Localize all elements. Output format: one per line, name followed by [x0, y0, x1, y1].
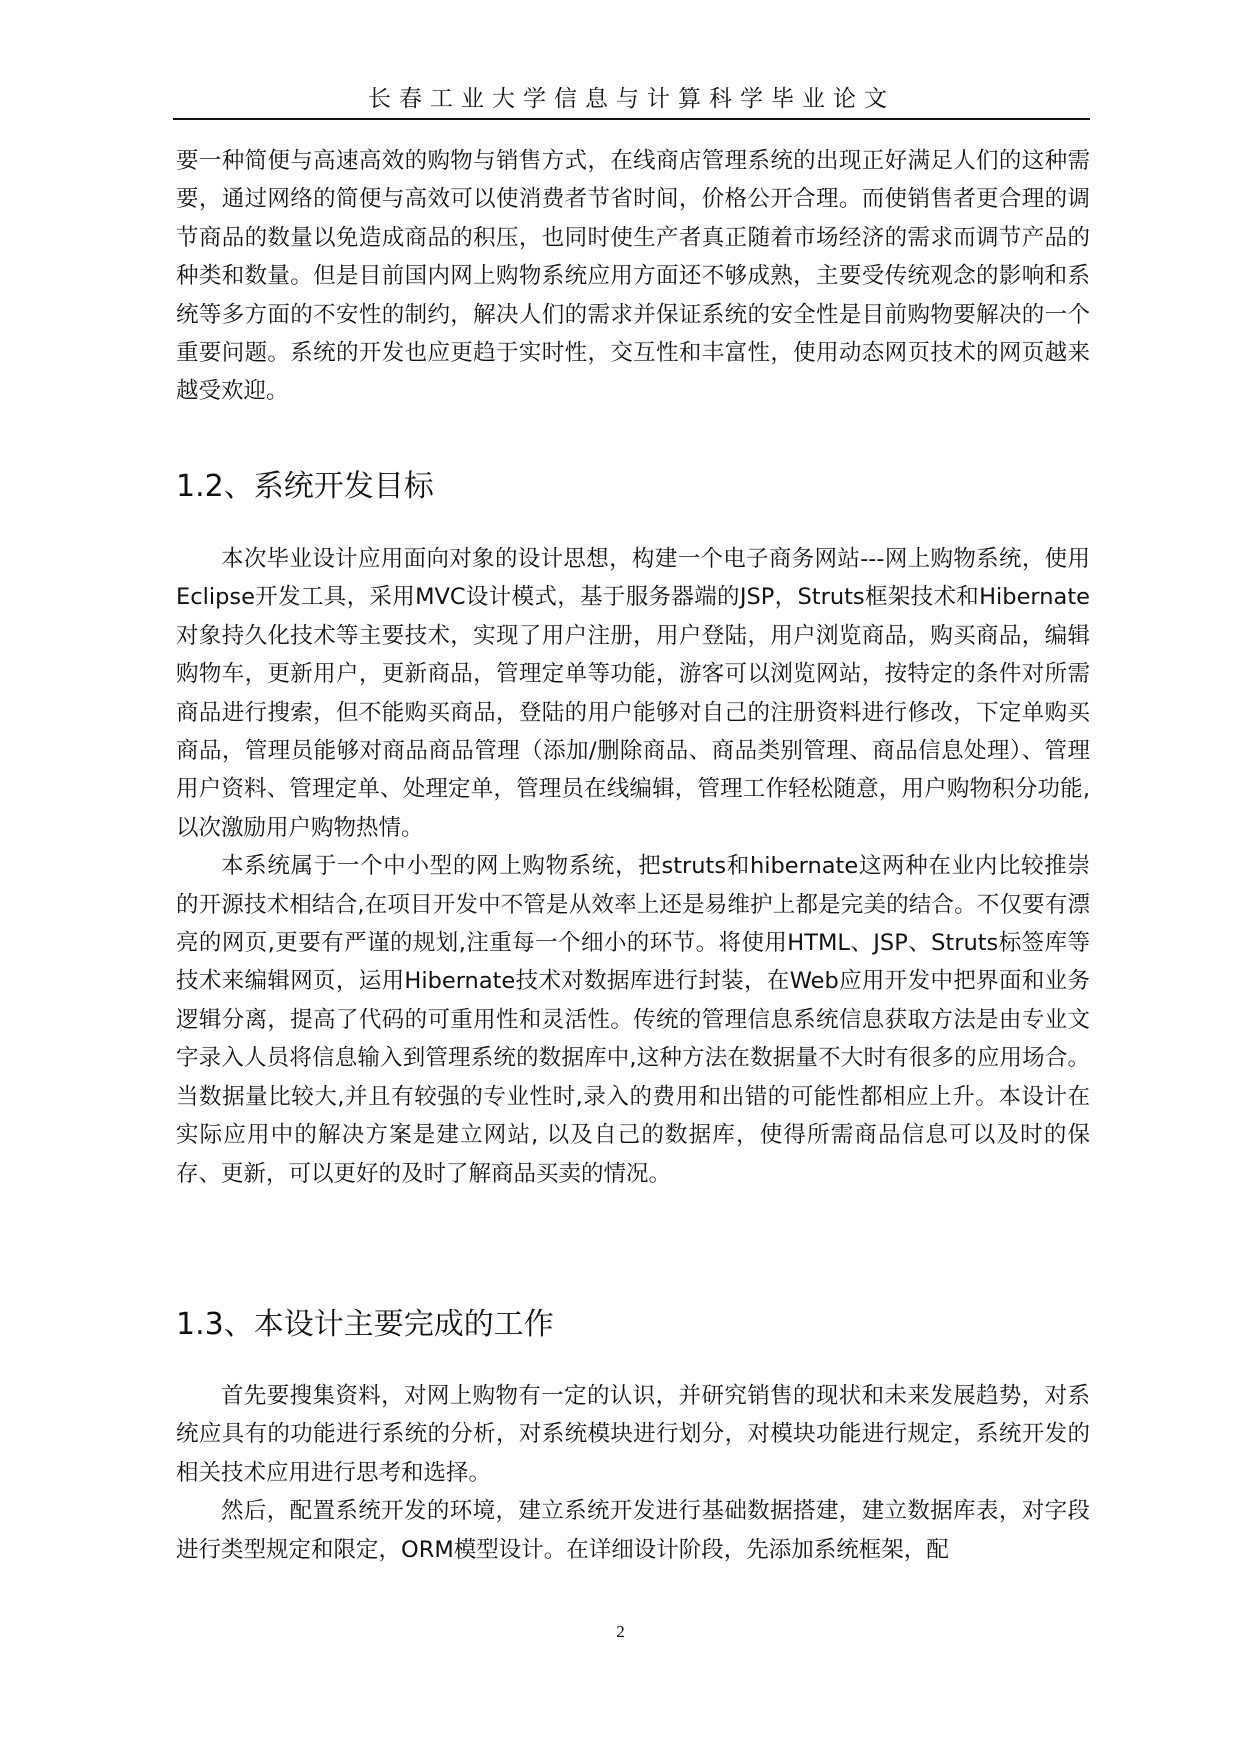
section-heading-1-3: 1.3、本设计主要完成的工作	[176, 1307, 554, 1342]
section-1-2-body	[176, 540, 1090, 1193]
paragraph-continued: 要一种简便与高速高效的购物与销售方式，在线商店管理系统的出现正好满足人们的这种需要，通过网络的简便与高效可以使消费者节省时间，价格公开合理。而使销售者更合理的调节商品的数量以免造成商品的积压，也同时使生产者真正随着市场经济的需求而调节产品的种类和数量。但是目前国内网上购物系统应用方面还不够成熟，主要受传统观念的影响和系统等多方面的不安性的制约，解决人们的需求并保证系统的安全性是目前购物要解决的一个重要问题。系统的开发也应更趋于实时性，交互性和丰富性，使用动态网页技术的网页越来越受欢迎。	[176, 148, 1090, 405]
section-heading-1-2: 1.2、系统开发目标	[176, 469, 434, 504]
header-rule	[173, 118, 1090, 120]
paragraph-research: 首先要搜集资料，对网上购物有一定的认识，并研究销售的现状和未来发展趋势，对系统应具有的功能进行系统的分析，对系统模块进行划分，对模块功能进行规定，系统开发的相关技术应用进行思考和选择。	[176, 1383, 1090, 1486]
paragraph-environment: 然后，配置系统开发的环境，建立系统开发进行基础数据搭建，建立数据库表，对字段进行类型规定和限定，ORM模型设计。在详细设计阶段，先添加系统框架，配	[176, 1498, 1090, 1563]
intro-continuation	[176, 142, 1090, 411]
paragraph-goals: 本次毕业设计应用面向对象的设计思想，构建一个电子商务网站---网上购物系统，使用Eclipse开发工具，采用MVC设计模式，基于服务器端的JSP，Struts框架技术和Hibernate对象持久化技术等主要技术，实现了用户注册，用户登陆，用户浏览商品，购买商品，编辑购物车，更新用户，更新商品，管理定单等功能，游客可以浏览网站，按特定的条件对所需商品进行搜索，但不能购买商品，登陆的用户能够对自己的注册资料进行修改，下定单购买商品，管理员能够对商品商品管理（添加/删除商品、商品类别管理、商品信息处理）、管理用户资料、管理定单、处理定单，管理员在线编辑，管理工作轻松随意，用户购物积分功能,以次激励用户购物热情。	[176, 546, 1090, 841]
running-header: 长春工业大学信息与计算科学毕业论文	[368, 86, 895, 112]
section-1-3-body	[176, 1377, 1090, 1569]
paragraph-system-overview: 本系统属于一个中小型的网上购物系统，把struts和hibernate这两种在业内比较推崇的开源技术相结合,在项目开发中不管是从效率上还是易维护上都是完美的结合。不仅要有漂亮的网页,更要有严谨的规划,注重每一个细小的环节。将使用HTML、JSP、Struts标签库等技术来编辑网页，运用Hibernate技术对数据库进行封装，在Web应用开发中把界面和业务逻辑分离，提高了代码的可重用性和灵活性。传统的管理信息系统信息获取方法是由专业文字录入人员将信息输入到管理系统的数据库中,这种方法在数据量不大时有很多的应用场合。当数据量比较大,并且有较强的专业性时,录入的费用和出错的可能性都相应上升。本设计在实际应用中的解决方案是建立网站, 以及自己的数据库，使得所需商品信息可以及时的保存、更新，可以更好的及时了解商品买卖的情况。	[176, 853, 1090, 1187]
page-number: 2	[616, 1622, 625, 1641]
